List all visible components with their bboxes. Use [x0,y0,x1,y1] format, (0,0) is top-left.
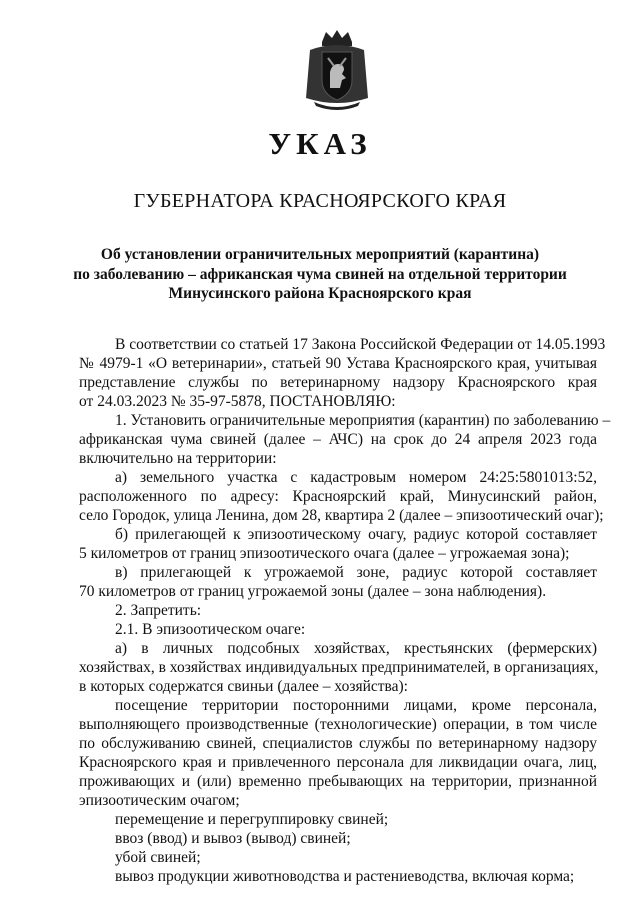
body-line: в которых содержатся свиньи (далее – хозяйства): [79,678,408,695]
body-line: вывоз продукции животноводства и растениеводства, включая корма; [115,868,575,885]
body-line: посещение территории посторонними лицами, кроме персонала, [115,697,597,714]
body-line: ввоз (ввод) и вывоз (вывод) свиней; [115,830,351,847]
document-title: УКАЗ [268,126,372,161]
body-line: по обслуживанию свиней, специалистов службы по ветеринарному надзору [79,735,597,752]
issuing-authority: ГУБЕРНАТОРА КРАСНОЯРСКОГО КРАЯ [133,190,507,212]
subject-line: Минусинского района Красноярского края [168,285,472,302]
body-line: убой свиней; [115,849,201,866]
body-line: 70 километров от границ угрожаемой зоны (далее – зона наблюдения). [79,583,547,600]
body-line: № 4979-1 «О ветеринарии», статьей 90 Устава Красноярского края, учитывая [79,355,597,372]
body-line: расположенного по адресу: Красноярский край, Минусинский район, [79,488,597,505]
body-line: в) прилегающей к угрожаемой зоне, радиус которой составляет [115,564,597,581]
body-line: перемещение и перегруппировку свиней; [115,811,389,828]
body-line: а) в личных подсобных хозяйствах, крестьянских (фермерских) [115,640,597,657]
subject-line: по заболеванию – африканская чума свиней на отдельной территории [73,265,567,283]
body-line: от 24.03.2023 № 35-97-5878, ПОСТАНОВЛЯЮ: [79,393,396,410]
body-line: 5 километров от границ эпизоотического очага (далее – угрожаемая зона); [79,545,570,562]
body-line: Красноярского края и привлеченного персонала для ликвидации очага, лиц, [79,754,597,771]
body-line: проживающих и (или) временно пребывающих на территории, признанной [79,773,597,790]
coat-of-arms-icon [302,28,372,112]
body-line: выполняющего производственные (технологические) операции, в том числе [79,716,597,733]
body-line: В соответствии со статьей 17 Закона Российской Федерации от 14.05.1993 [115,336,606,353]
body-line: 2. Запретить: [115,602,202,619]
body-line: б) прилегающей к эпизоотическому очагу, радиус которой составляет [115,526,597,543]
body-line: а) земельного участка с кадастровым номером 24:25:5801013:52, [115,469,597,486]
body-line: эпизоотическим очагом; [79,792,240,809]
body-line: 1. Установить ограничительные мероприятия (карантин) по заболеванию – [115,412,611,429]
body-line: представление службы по ветеринарному надзору Красноярского края [79,374,597,391]
body-line: хозяйствах, в хозяйствах индивидуальных предпринимателей, в организациях, [79,659,599,676]
body-line: африканская чума свиней (далее – АЧС) на срок до 24 апреля 2023 года [79,431,597,448]
document-subject [60,245,580,304]
body-line: село Городок, улица Ленина, дом 28, квартира 2 (далее – эпизоотический очаг); [79,507,604,524]
body-line: включительно на территории: [79,450,277,467]
body-line: 2.1. В эпизоотическом очаге: [115,621,306,638]
subject-line: Об установлении ограничительных мероприятий (карантина) [100,246,540,263]
